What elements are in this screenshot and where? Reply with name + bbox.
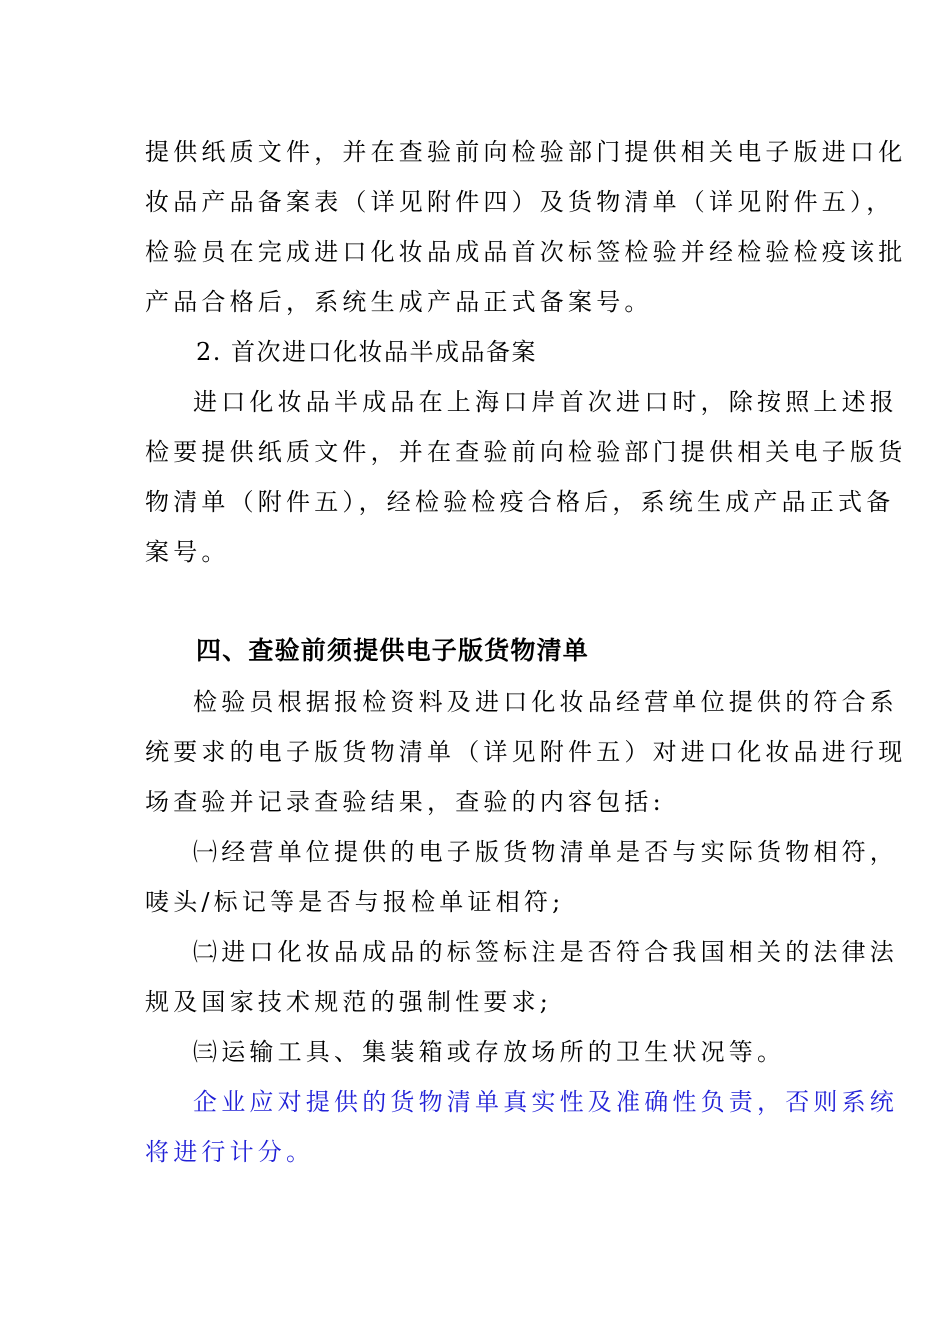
para2-line-2: 检要提供纸质文件，并在查验前向检验部门提供相关电子版货 [145,438,907,466]
para2-line-3: 物清单（附件五），经检验检疫合格后，系统生成产品正式备 [145,488,895,516]
para2-line-1: 进口化妆品半成品在上海口岸首次进口时，除按照上述报 [193,388,898,416]
section-4-heading: 四、查验前须提供电子版货物清单 [196,636,590,665]
para3-line-2: 统要求的电子版货物清单（详见附件五）对进口化妆品进行现 [145,738,907,766]
list-item-3-line-1: ㈢运输工具、集装箱或存放场所的卫生状况等。 [193,1038,786,1066]
para2-line-4: 案号。 [145,538,230,566]
para1-line-2: 妆品产品备案表（详见附件四）及货物清单（详见附件五）， [145,188,895,216]
para1-line-3: 检验员在完成进口化妆品成品首次标签检验并经检验检疫该批 [145,238,907,266]
list-item-2-line-1: ㈡进口化妆品成品的标签标注是否符合我国相关的法律法 [193,938,898,966]
para3-line-1: 检验员根据报检资料及进口化妆品经营单位提供的符合系 [193,688,898,716]
para3-line-3: 场查验并记录查验结果，查验的内容包括: [145,788,665,816]
note-line-2: 将进行计分。 [145,1138,315,1166]
note-line-1: 企业应对提供的货物清单真实性及准确性负责，否则系统 [193,1088,898,1116]
para1-line-4: 产品合格后，系统生成产品正式备案号。 [145,288,653,316]
item-2-heading: 2. 首次进口化妆品半成品备案 [196,338,538,366]
list-item-2-line-2: 规及国家技术规范的强制性要求; [145,988,553,1016]
list-item-1-line-1: ㈠经营单位提供的电子版货物清单是否与实际货物相符， [193,838,898,866]
list-item-1-line-2: 唛头/标记等是否与报检单证相符; [145,888,565,916]
para1-line-1: 提供纸质文件，并在查验前向检验部门提供相关电子版进口化 [145,138,907,166]
